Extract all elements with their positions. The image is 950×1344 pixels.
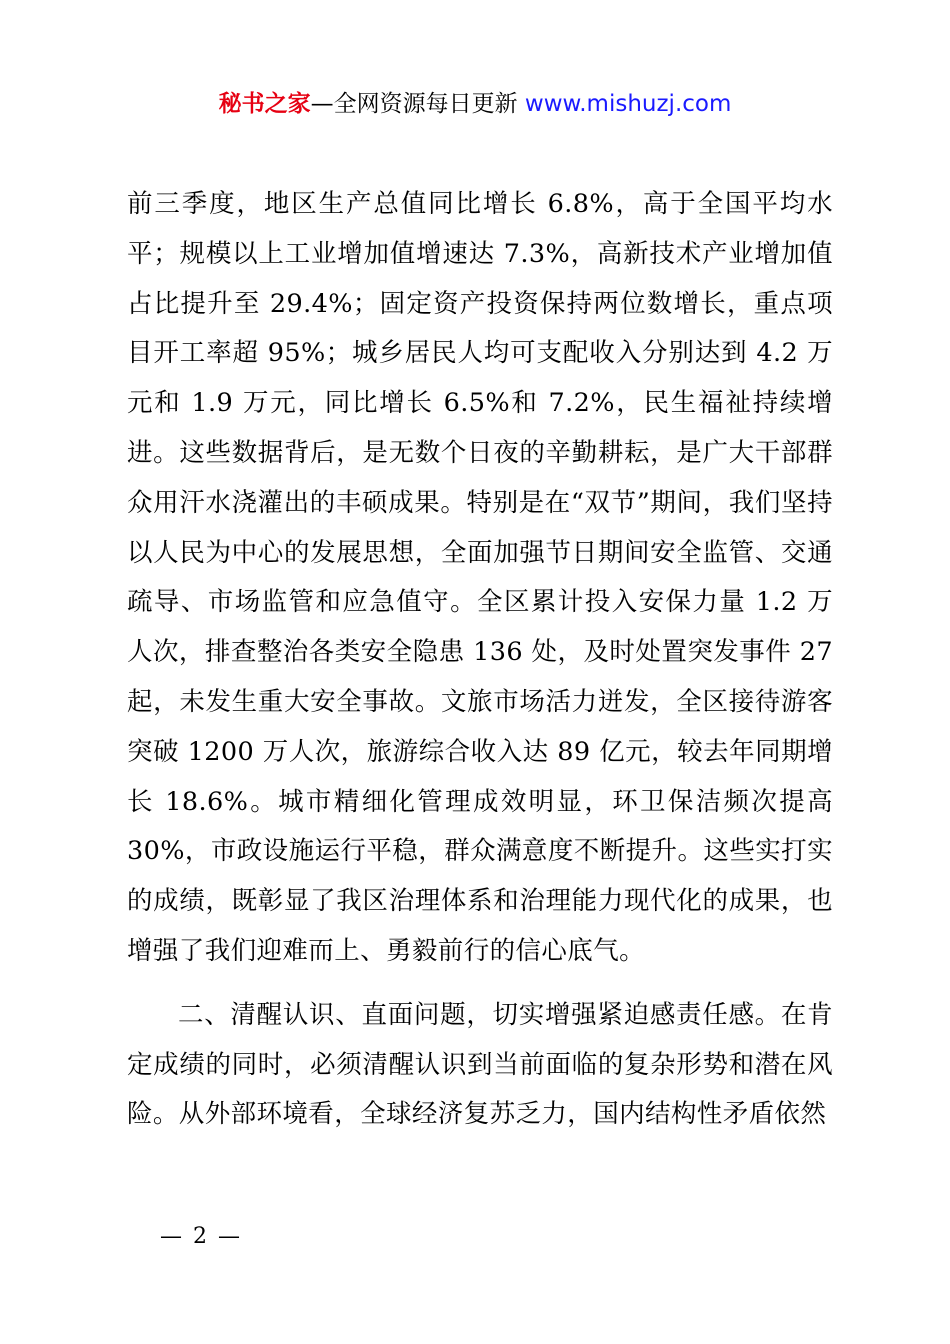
document-body: [127, 180, 833, 1140]
header-tagline: —全网资源每日更新: [310, 91, 525, 117]
brand-name: 秘书之家: [218, 91, 311, 117]
site-header: [0, 86, 950, 122]
paragraph-section-two: 二、清醒认识、直面问题，切实增强紧迫感责任感。在肯定成绩的同时，必须清醒认识到当前面临的复杂形势和潜在风险。从外部环境看，全球经济复苏乏力，国内结构性矛盾依然: [127, 999, 833, 1130]
site-url-link[interactable]: www.mishuzj.com: [524, 91, 732, 117]
paragraph-achievements: 前三季度，地区生产总值同比增长 6.8%，高于全国平均水平；规模以上工业增加值增速达 7.3%，高新技术产业增加值占比提升至 29.4%；固定资产投资保持两位数增长，重点项目开工率超 95%；城乡居民人均可支配收入分别达到 4.2 万元和 1.9 万元，同比增长 6.5%和 7.2%，民生福祉持续增进。这些数据背后，是无数个日夜的辛勤耕耘，是广大干部群众用汗水浇灌出的丰硕成果。特别是在“双节”期间，我们坚持以人民为中心的发展思想，全面加强节日期间安全监管、交通疏导、市场监管和应急值守。全区累计投入安保力量 1.2 万人次，排查整治各类安全隐患 136 处，及时处置突发事件 27 起，未发生重大安全事故。文旅市场活力迸发，全区接待游客突破 1200 万人次，旅游综合收入达 89 亿元，较去年同期增长 18.6%。城市精细化管理成效明显，环卫保洁频次提高 30%，市政设施运行平稳，群众满意度不断提升。这些实打实的成绩，既彰显了我区治理体系和治理能力现代化的成果，也增强了我们迎难而上、勇毅前行的信心底气。: [127, 189, 833, 966]
page-number: — 2 —: [160, 1224, 242, 1249]
